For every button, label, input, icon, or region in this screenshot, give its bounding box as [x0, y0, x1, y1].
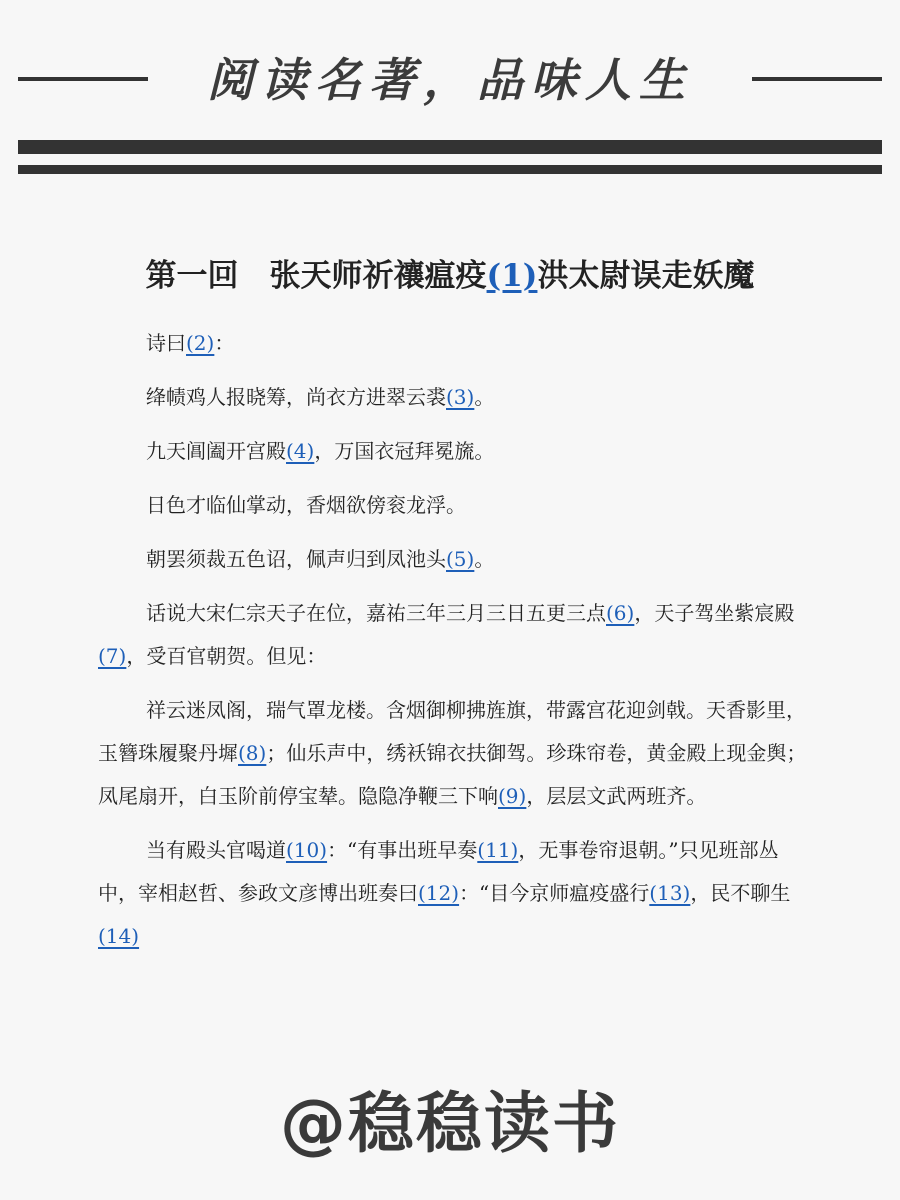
text-run: ，无事卷帘退朝。”只见班部丛中，宰相赵哲、参政文彦博出班奏曰	[98, 838, 779, 905]
footnote-link[interactable]: (10)	[286, 838, 328, 862]
footnote-link[interactable]: (6)	[606, 601, 635, 625]
footnote-link[interactable]: (14)	[98, 924, 140, 948]
paragraph	[98, 592, 818, 678]
footnote-link[interactable]: (11)	[477, 838, 519, 862]
banner-rule-right	[752, 77, 882, 81]
poem-line	[98, 538, 818, 581]
text-run: 朝罢须裁五色诏，佩声归到凤池头	[146, 547, 446, 571]
poem-line	[98, 484, 818, 527]
footnote-link[interactable]: (12)	[418, 881, 460, 905]
footnote-link[interactable]: (5)	[446, 547, 475, 571]
paragraph	[98, 829, 818, 958]
text-run: ；仙乐声中，绣袄锦衣扶御驾。珍珠帘卷，黄金殿上现金舆；凤尾扇开，白玉阶前停宝辇。隐隐净鞭三下响	[98, 741, 807, 808]
text-run: ，民不聊生	[690, 881, 791, 905]
text-run: ：	[214, 331, 235, 355]
watermark: @稳稳读书	[280, 1085, 620, 1162]
article-body	[98, 322, 818, 969]
chapter-title	[0, 250, 900, 302]
text-run: 日色才临仙掌动，香烟欲傍衮龙浮。	[146, 493, 466, 517]
text-run: 祥云迷凤阁，瑞气罩龙楼。含烟御柳拂旌旗，带露宫花迎剑戟。天香影里，玉簪珠履聚丹墀	[98, 698, 806, 765]
footnote-link[interactable]: (1)	[486, 258, 538, 294]
text-run: 诗曰	[146, 331, 186, 355]
footnote-link[interactable]: (7)	[98, 644, 127, 668]
text-run: 。	[474, 547, 495, 571]
footnote-link[interactable]: (9)	[498, 784, 527, 808]
text-run: 九天阊阖开宫殿	[146, 439, 286, 463]
poem-line	[98, 430, 818, 473]
chapter-title-text: 洪太尉误走妖魔	[537, 258, 755, 294]
text-run: 话说大宋仁宗天子在位，嘉祐三年三月三日五更三点	[146, 601, 606, 625]
text-run: ，层层文武两班齐。	[526, 784, 707, 808]
paragraph	[98, 689, 818, 818]
footnote-link[interactable]: (3)	[446, 385, 475, 409]
text-run: 绛帻鸡人报晓筹，尚衣方进翠云裘	[146, 385, 446, 409]
footnote-link[interactable]: (4)	[286, 439, 315, 463]
header-divider-thin	[18, 165, 882, 174]
text-run: ：“目今京师瘟疫盛行	[459, 881, 650, 905]
banner-title: 阅读名著，品味人生	[207, 53, 693, 107]
text-run: ，万国衣冠拜冕旒。	[314, 439, 495, 463]
text-run: ：“有事出班早奏	[327, 838, 478, 862]
paragraph	[98, 322, 818, 365]
banner-rule-left	[18, 77, 148, 81]
poem-line	[98, 376, 818, 419]
text-run: 。	[474, 385, 495, 409]
chapter-title-text: 第一回 张天师祈禳瘟疫	[145, 258, 487, 294]
footnote-link[interactable]: (13)	[649, 881, 691, 905]
text-run: ，天子驾坐紫宸殿	[634, 601, 795, 625]
footnote-link[interactable]: (8)	[238, 741, 267, 765]
text-run: 当有殿头官喝道	[146, 838, 286, 862]
text-run: ，受百官朝贺。但见：	[126, 644, 327, 668]
header-banner	[0, 50, 900, 110]
footnote-link[interactable]: (2)	[186, 331, 215, 355]
header-divider-thick	[18, 140, 882, 154]
